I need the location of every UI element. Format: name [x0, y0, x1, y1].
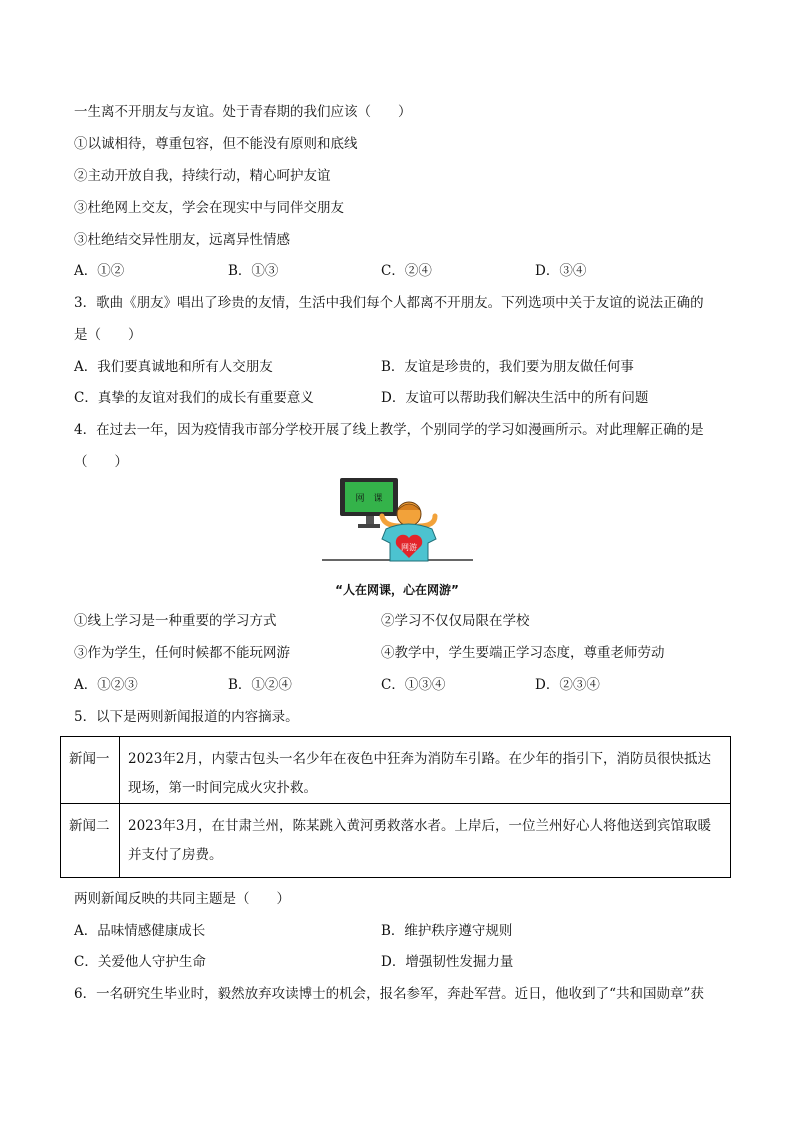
news-label-2: 新闻二 [61, 804, 120, 878]
q4-option-b: B．①②④ [228, 677, 292, 693]
q4-item-2: ②学习不仅仅局限在学校 [381, 613, 530, 629]
q4-stem-line1: 4．在过去一年，因为疫情我市部分学校开展了线上教学，个别同学的学习如漫画所示。对此理解正确的是 [74, 422, 704, 438]
q4-item-4: ④教学中，学生要端正学习态度，尊重老师劳动 [381, 645, 665, 661]
cartoon-illustration [320, 474, 475, 584]
q4-item-1: ①线上学习是一种重要的学习方式 [74, 613, 277, 629]
q5-question: 两则新闻反映的共同主题是（ ） [74, 891, 290, 907]
q4-option-d: D．②③④ [535, 677, 600, 693]
q4-option-a: A．①②③ [74, 677, 138, 693]
q2-option-d: D．③④ [535, 263, 587, 279]
right-arm [419, 516, 435, 526]
q5-option-d: D．增强韧性发掘力量 [381, 954, 514, 970]
q2-stem: 一生离不开朋友与友谊。处于青春期的我们应该（ ） [74, 104, 412, 120]
q4-stem-line2: （ ） [74, 454, 128, 470]
news-text-1: 2023年2月，内蒙古包头一名少年在夜色中狂奔为消防车引路。在少年的指引下，消防员很快抵达现场，第一时间完成火灾扑救。 [120, 737, 731, 804]
news-row [61, 804, 731, 878]
q2-item-3: ③杜绝网上交友，学会在现实中与同伴交朋友 [74, 200, 344, 216]
q4-option-c: C．①③④ [381, 677, 446, 693]
news-text-2: 2023年3月，在甘肃兰州，陈某跳入黄河勇救落水者。上岸后，一位兰州好心人将他送到宾馆取暖并支付了房费。 [120, 804, 731, 878]
q2-item-4: ③杜绝结交异性朋友，远离异性情感 [74, 232, 290, 248]
q2-option-a: A．①② [74, 263, 125, 279]
q5-option-c: C．关爱他人守护生命 [74, 954, 206, 970]
cartoon-caption: “人在网课，心在网游” [335, 583, 459, 597]
q3-stem-line1: 3．歌曲《朋友》唱出了珍贵的友情，生活中我们每个人都离不开朋友。下列选项中关于友谊的说法正确的 [74, 295, 704, 311]
news-table [60, 736, 731, 878]
q3-option-d: D．友谊可以帮助我们解决生活中的所有问题 [381, 390, 649, 406]
q5-stem: 5．以下是两则新闻报道的内容摘录。 [74, 709, 299, 725]
news-label-1: 新闻一 [61, 737, 120, 804]
q3-option-a: A．我们要真诚地和所有人交朋友 [74, 359, 273, 375]
q2-item-2: ②主动开放自我，持续行动，精心呵护友谊 [74, 168, 331, 184]
screen-text: 网 课 [355, 494, 383, 504]
shirt-text: 网游 [401, 543, 417, 552]
q5-option-a: A．品味情感健康成长 [74, 923, 206, 939]
q6-stem-line1: 6．一名研究生毕业时，毅然放弃攻读博士的机会，报名参军，奔赴军营。近日，他收到了“共和国勋章”获 [74, 986, 704, 1002]
news-row [61, 737, 731, 804]
q4-item-3: ③作为学生，任何时候都不能玩网游 [74, 645, 290, 661]
q3-option-b: B．友谊是珍贵的，我们要为朋友做任何事 [381, 359, 634, 375]
q2-option-b: B．①③ [228, 263, 279, 279]
monitor-base [358, 524, 380, 528]
q3-option-c: C．真挚的友谊对我们的成长有重要意义 [74, 390, 314, 406]
q3-stem-line2: 是（ ） [74, 327, 142, 343]
q5-option-b: B．维护秩序遵守规则 [381, 923, 513, 939]
q2-item-1: ①以诚相待，尊重包容，但不能没有原则和底线 [74, 136, 358, 152]
q2-option-c: C．②④ [381, 263, 432, 279]
